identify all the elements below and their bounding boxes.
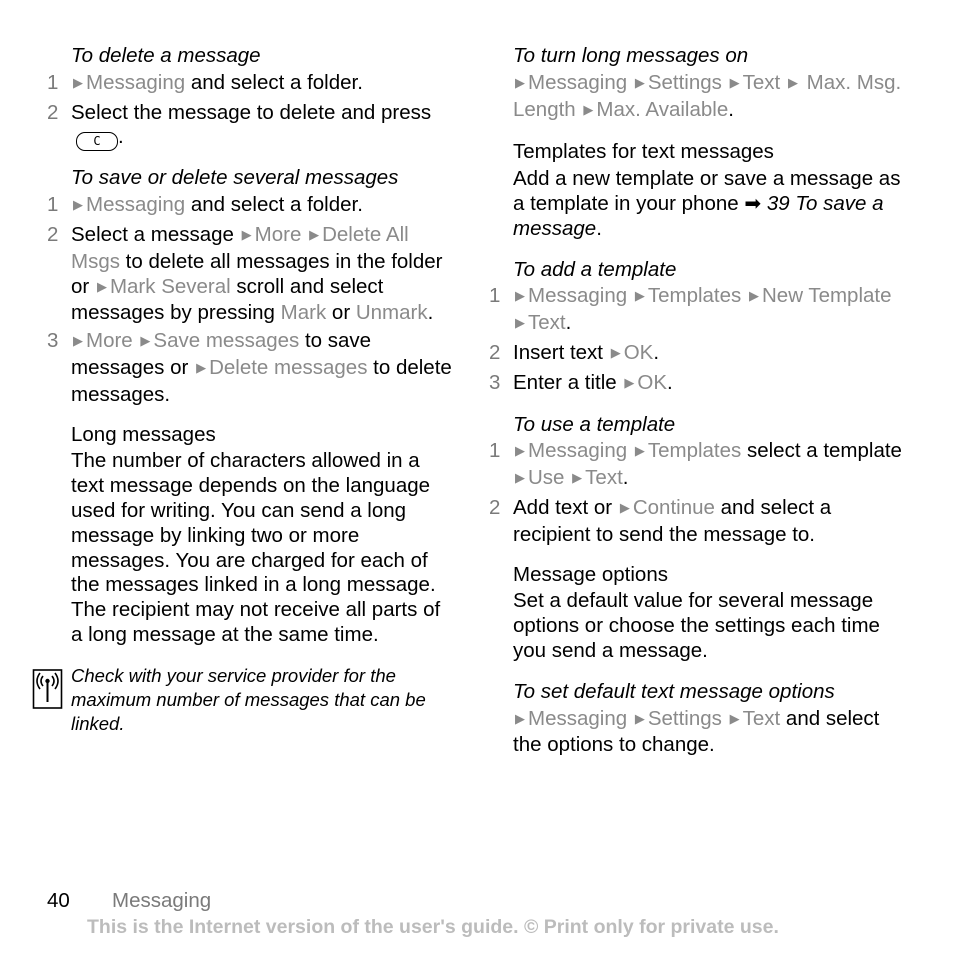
list-item: 2 Add text or ▶ Continue and select a recipient to send the message to. bbox=[489, 495, 832, 546]
reference-link[interactable]: To save a message bbox=[513, 191, 884, 240]
long-messages-title: Long messages bbox=[71, 422, 216, 446]
note bbox=[47, 664, 457, 736]
default-options-path: ▶ Messaging ▶ Settings ▶ Text and select the options to change. bbox=[513, 706, 880, 757]
delete-message-heading: To delete a message bbox=[71, 44, 261, 67]
menu-path: Messaging bbox=[86, 70, 186, 94]
use-template-steps bbox=[489, 439, 909, 547]
triangle-right-icon: ▶ bbox=[73, 333, 83, 349]
triangle-right-icon: ▶ bbox=[634, 74, 645, 90]
left-column bbox=[47, 44, 457, 736]
legal-notice: This is the Internet version of the user's guide. © Print only for private use. bbox=[87, 916, 779, 938]
list-item: 1 ▶ Messaging and select a folder. bbox=[47, 193, 363, 217]
triangle-right-icon: ▶ bbox=[515, 443, 525, 459]
triangle-right-icon: ▶ bbox=[624, 374, 635, 390]
triangle-right-icon: ▶ bbox=[729, 710, 740, 726]
triangle-right-icon: ▶ bbox=[515, 710, 525, 726]
use-template-heading: To use a template bbox=[513, 412, 676, 436]
list-item: 2 Select the message to delete and pressC . bbox=[47, 101, 457, 152]
save-delete-several-heading: To save or delete several messages bbox=[71, 166, 399, 190]
triangle-right-icon: ▶ bbox=[572, 470, 583, 486]
triangle-right-icon: ▶ bbox=[748, 288, 759, 304]
triangle-right-icon: ▶ bbox=[309, 226, 320, 242]
right-column bbox=[489, 44, 909, 774]
triangle-right-icon: ▶ bbox=[634, 443, 645, 459]
triangle-right-icon: ▶ bbox=[140, 333, 151, 349]
list-item: 1 ▶ Messaging and select a folder. bbox=[47, 70, 363, 94]
list-item: 1 ▶ Messaging ▶ Templates ▶ New Template ▶ Text. bbox=[489, 284, 892, 335]
antenna-note-icon bbox=[32, 668, 64, 710]
section-name: Messaging bbox=[112, 889, 212, 912]
page-number: 40 bbox=[47, 889, 70, 912]
delete-message-steps bbox=[47, 71, 457, 152]
triangle-right-icon: ▶ bbox=[610, 344, 621, 360]
triangle-right-icon: ▶ bbox=[515, 315, 525, 331]
default-options-heading: To set default text message options bbox=[513, 679, 835, 703]
right-arrow-icon: ➡ bbox=[744, 192, 762, 215]
triangle-right-icon: ▶ bbox=[96, 278, 107, 294]
list-item: 2 Insert text ▶ OK. bbox=[489, 340, 660, 364]
triangle-right-icon: ▶ bbox=[729, 74, 740, 90]
message-options-title: Message options bbox=[513, 562, 668, 586]
triangle-right-icon: ▶ bbox=[515, 470, 525, 486]
triangle-right-icon: ▶ bbox=[619, 499, 630, 515]
triangle-right-icon: ▶ bbox=[73, 197, 83, 213]
add-template-steps bbox=[489, 284, 909, 397]
save-delete-several-steps bbox=[47, 193, 457, 407]
add-template-heading: To add a template bbox=[513, 257, 677, 281]
templates-body: Add a new template or save a message as a template in your phone ➡ 39 To save a message. bbox=[513, 167, 901, 240]
triangle-right-icon: ▶ bbox=[515, 74, 525, 90]
triangle-right-icon: ▶ bbox=[634, 710, 645, 726]
triangle-right-icon: ▶ bbox=[634, 288, 645, 304]
long-messages-on-heading: To turn long messages on bbox=[513, 44, 749, 67]
triangle-right-icon: ▶ bbox=[583, 101, 594, 117]
list-item: 1 ▶ Messaging ▶ Templates select a template ▶ Use ▶ Text. bbox=[489, 439, 902, 490]
triangle-right-icon: ▶ bbox=[241, 226, 252, 242]
templates-title: Templates for text messages bbox=[513, 140, 774, 164]
list-item: 2 Select a message ▶ More ▶ Delete All Msgs to delete all messages in the folder or ▶ Mark Several scroll and select messages by pressing Mark or Unmark. bbox=[47, 222, 443, 325]
triangle-right-icon: ▶ bbox=[196, 359, 207, 375]
long-messages-body: The number of characters allowed in a text message depends on the language used for writing. You can send a long message by linking two or more messages. You are charged for each of the messages linked in a long message. The recipient may not receive all parts of a long message at the same time. bbox=[71, 449, 441, 646]
list-item: 3 Enter a title ▶ OK. bbox=[489, 370, 673, 394]
triangle-right-icon: ▶ bbox=[515, 288, 525, 304]
list-item: 3 ▶ More ▶ Save messages to save messages or ▶ Delete messages to delete messages. bbox=[47, 329, 452, 406]
long-messages-on-path: ▶ Messaging ▶ Settings ▶ Text ▶ Max. Msg. Length ▶ Max. Available. bbox=[513, 70, 902, 121]
triangle-right-icon: ▶ bbox=[73, 74, 83, 90]
triangle-right-icon: ▶ bbox=[787, 74, 798, 90]
message-options-body: Set a default value for several message options or choose the settings each time you send a message. bbox=[513, 589, 880, 662]
note-text: Check with your service provider for the maximum number of messages that can be linked. bbox=[71, 664, 426, 734]
c-key-icon: C bbox=[76, 132, 118, 151]
